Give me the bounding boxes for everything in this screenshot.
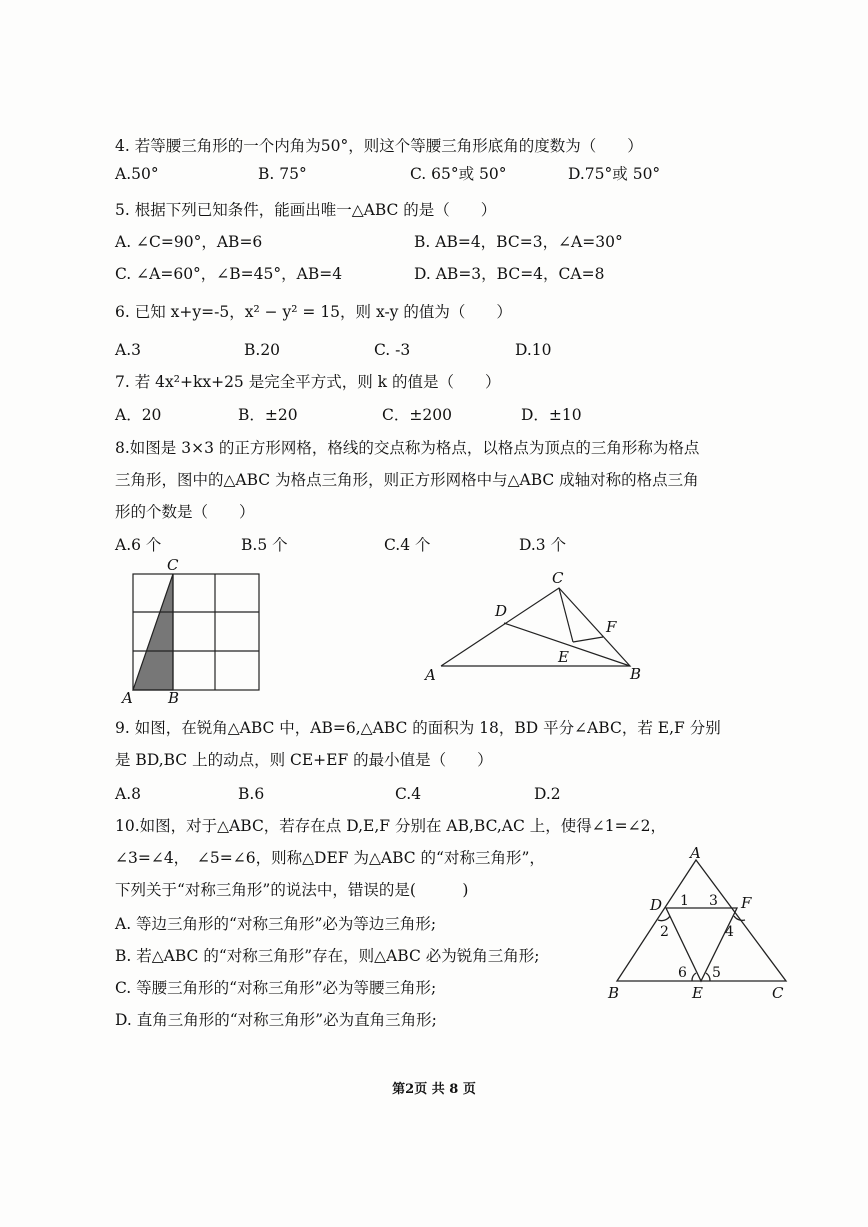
- q8-stem-line-1: 8.如图是 3×3 的正方形网格，格线的交点称为格点，以格点为顶点的三角形称为格点: [115, 439, 700, 457]
- fig10-label-c: C: [772, 984, 784, 1002]
- q9-stem-line-1: 9. 如图，在锐角△ABC 中，AB=6,△ABC 的面积为 18，BD 平分∠ABC，若 E,F 分别: [115, 719, 721, 737]
- q9-option-a: A.8: [115, 785, 141, 803]
- fig9-label-a: A: [425, 666, 436, 684]
- q10-option-a: A. 等边三角形的“对称三角形”必为等边三角形;: [115, 915, 437, 933]
- q9-option-b: B.6: [238, 785, 265, 803]
- q10-stem-line-1: 10.如图，对于△ABC，若存在点 D,E,F 分别在 AB,BC,AC 上，使得∠1=∠2，: [115, 817, 666, 835]
- q6-option-b: B.20: [244, 341, 281, 359]
- triangle-abc: [441, 588, 630, 666]
- fig9-label-b: B: [630, 665, 642, 683]
- q8-option-a: A.6 个: [115, 536, 162, 554]
- fig9-label-c: C: [552, 569, 564, 587]
- fig9-label-e: E: [558, 648, 569, 666]
- arc-angle-6: [692, 973, 696, 981]
- q7-option-c: C．±200: [382, 406, 452, 424]
- q8-stem-line-3: 形的个数是（ ）: [115, 503, 255, 521]
- arc-angle-5: [706, 973, 710, 981]
- q5-stem: 5. 根据下列已知条件，能画出唯一△ABC 的是（ ）: [115, 201, 497, 219]
- q5-option-d: D. AB=3，BC=4，CA=8: [414, 265, 605, 283]
- q5-option-a: A. ∠C=90°，AB=6: [115, 233, 263, 251]
- q9-option-c: C.4: [395, 785, 422, 803]
- fig10-angle-3: 3: [709, 893, 718, 909]
- q8-grid-figure: [118, 556, 268, 706]
- q9-triangle-figure: [420, 566, 660, 686]
- q7-option-a: A．20: [115, 406, 162, 424]
- fig10-label-a: A: [690, 844, 701, 862]
- grid-label-b: B: [168, 689, 180, 707]
- q9-stem-line-2: 是 BD,BC 上的动点，则 CE+EF 的最小值是（ ）: [115, 751, 493, 769]
- q7-option-b: B．±20: [238, 406, 298, 424]
- q10-triangle-figure: [600, 842, 800, 1002]
- q8-stem-line-2: 三角形，图中的△ABC 为格点三角形，则正方形网格中与△ABC 成轴对称的格点三角: [115, 471, 699, 489]
- q4-option-b: B. 75°: [258, 165, 307, 183]
- grid-label-a: A: [122, 689, 133, 707]
- q8-option-c: C.4 个: [384, 536, 431, 554]
- fig10-angle-5: 5: [712, 965, 721, 981]
- q8-option-b: B.5 个: [241, 536, 288, 554]
- q7-stem: 7. 若 4x²+kx+25 是完全平方式，则 k 的值是（ ）: [115, 373, 501, 391]
- triangle-def: [666, 908, 737, 981]
- grid-label-c: C: [167, 556, 179, 574]
- q10-option-c: C. 等腰三角形的“对称三角形”必为等腰三角形;: [115, 979, 437, 997]
- segment-ef: [573, 637, 603, 642]
- q4-option-a: A.50°: [115, 165, 159, 183]
- fig10-label-d: D: [650, 896, 663, 914]
- fig10-angle-1: 1: [680, 893, 689, 909]
- page-footer: 第2页 共 8 页: [392, 1082, 476, 1097]
- q4-stem: 4. 若等腰三角形的一个内角为50°，则这个等腰三角形底角的度数为（ ）: [115, 137, 643, 155]
- triangle-abc: [617, 860, 786, 981]
- fig9-label-d: D: [495, 602, 508, 620]
- fig10-angle-4: 4: [725, 924, 734, 940]
- q9-option-d: D.2: [534, 785, 561, 803]
- q7-option-d: D．±10: [521, 406, 582, 424]
- fig10-label-f: F: [741, 894, 752, 912]
- q10-option-d: D. 直角三角形的“对称三角形”必为直角三角形;: [115, 1011, 437, 1029]
- q5-option-b: B. AB=4，BC=3，∠A=30°: [414, 233, 623, 251]
- fig9-label-f: F: [606, 618, 617, 636]
- fig10-angle-6: 6: [678, 965, 687, 981]
- q6-stem: 6. 已知 x+y=-5，x² − y² = 15，则 x-y 的值为（ ）: [115, 303, 512, 321]
- q6-option-c: C. -3: [374, 341, 411, 359]
- q4-option-d: D.75°或 50°: [568, 165, 661, 183]
- fig10-label-b: B: [608, 984, 620, 1002]
- fig10-angle-2: 2: [660, 924, 669, 940]
- q6-option-d: D.10: [515, 341, 552, 359]
- arc-angle-2: [658, 916, 670, 921]
- q4-option-c: C. 65°或 50°: [410, 165, 507, 183]
- q8-option-d: D.3 个: [519, 536, 567, 554]
- q10-stem-line-2: ∠3=∠4， ∠5=∠6，则称△DEF 为△ABC 的“对称三角形”，: [115, 849, 545, 867]
- q10-stem-line-3: 下列关于“对称三角形”的说法中，错误的是( ): [115, 881, 469, 899]
- fig10-label-e: E: [692, 984, 703, 1002]
- q10-option-b: B. 若△ABC 的“对称三角形”存在，则△ABC 必为锐角三角形;: [115, 947, 540, 965]
- q5-option-c: C. ∠A=60°，∠B=45°，AB=4: [115, 265, 343, 283]
- q6-option-a: A.3: [115, 341, 141, 359]
- triangle-abc-shaded: [133, 574, 173, 690]
